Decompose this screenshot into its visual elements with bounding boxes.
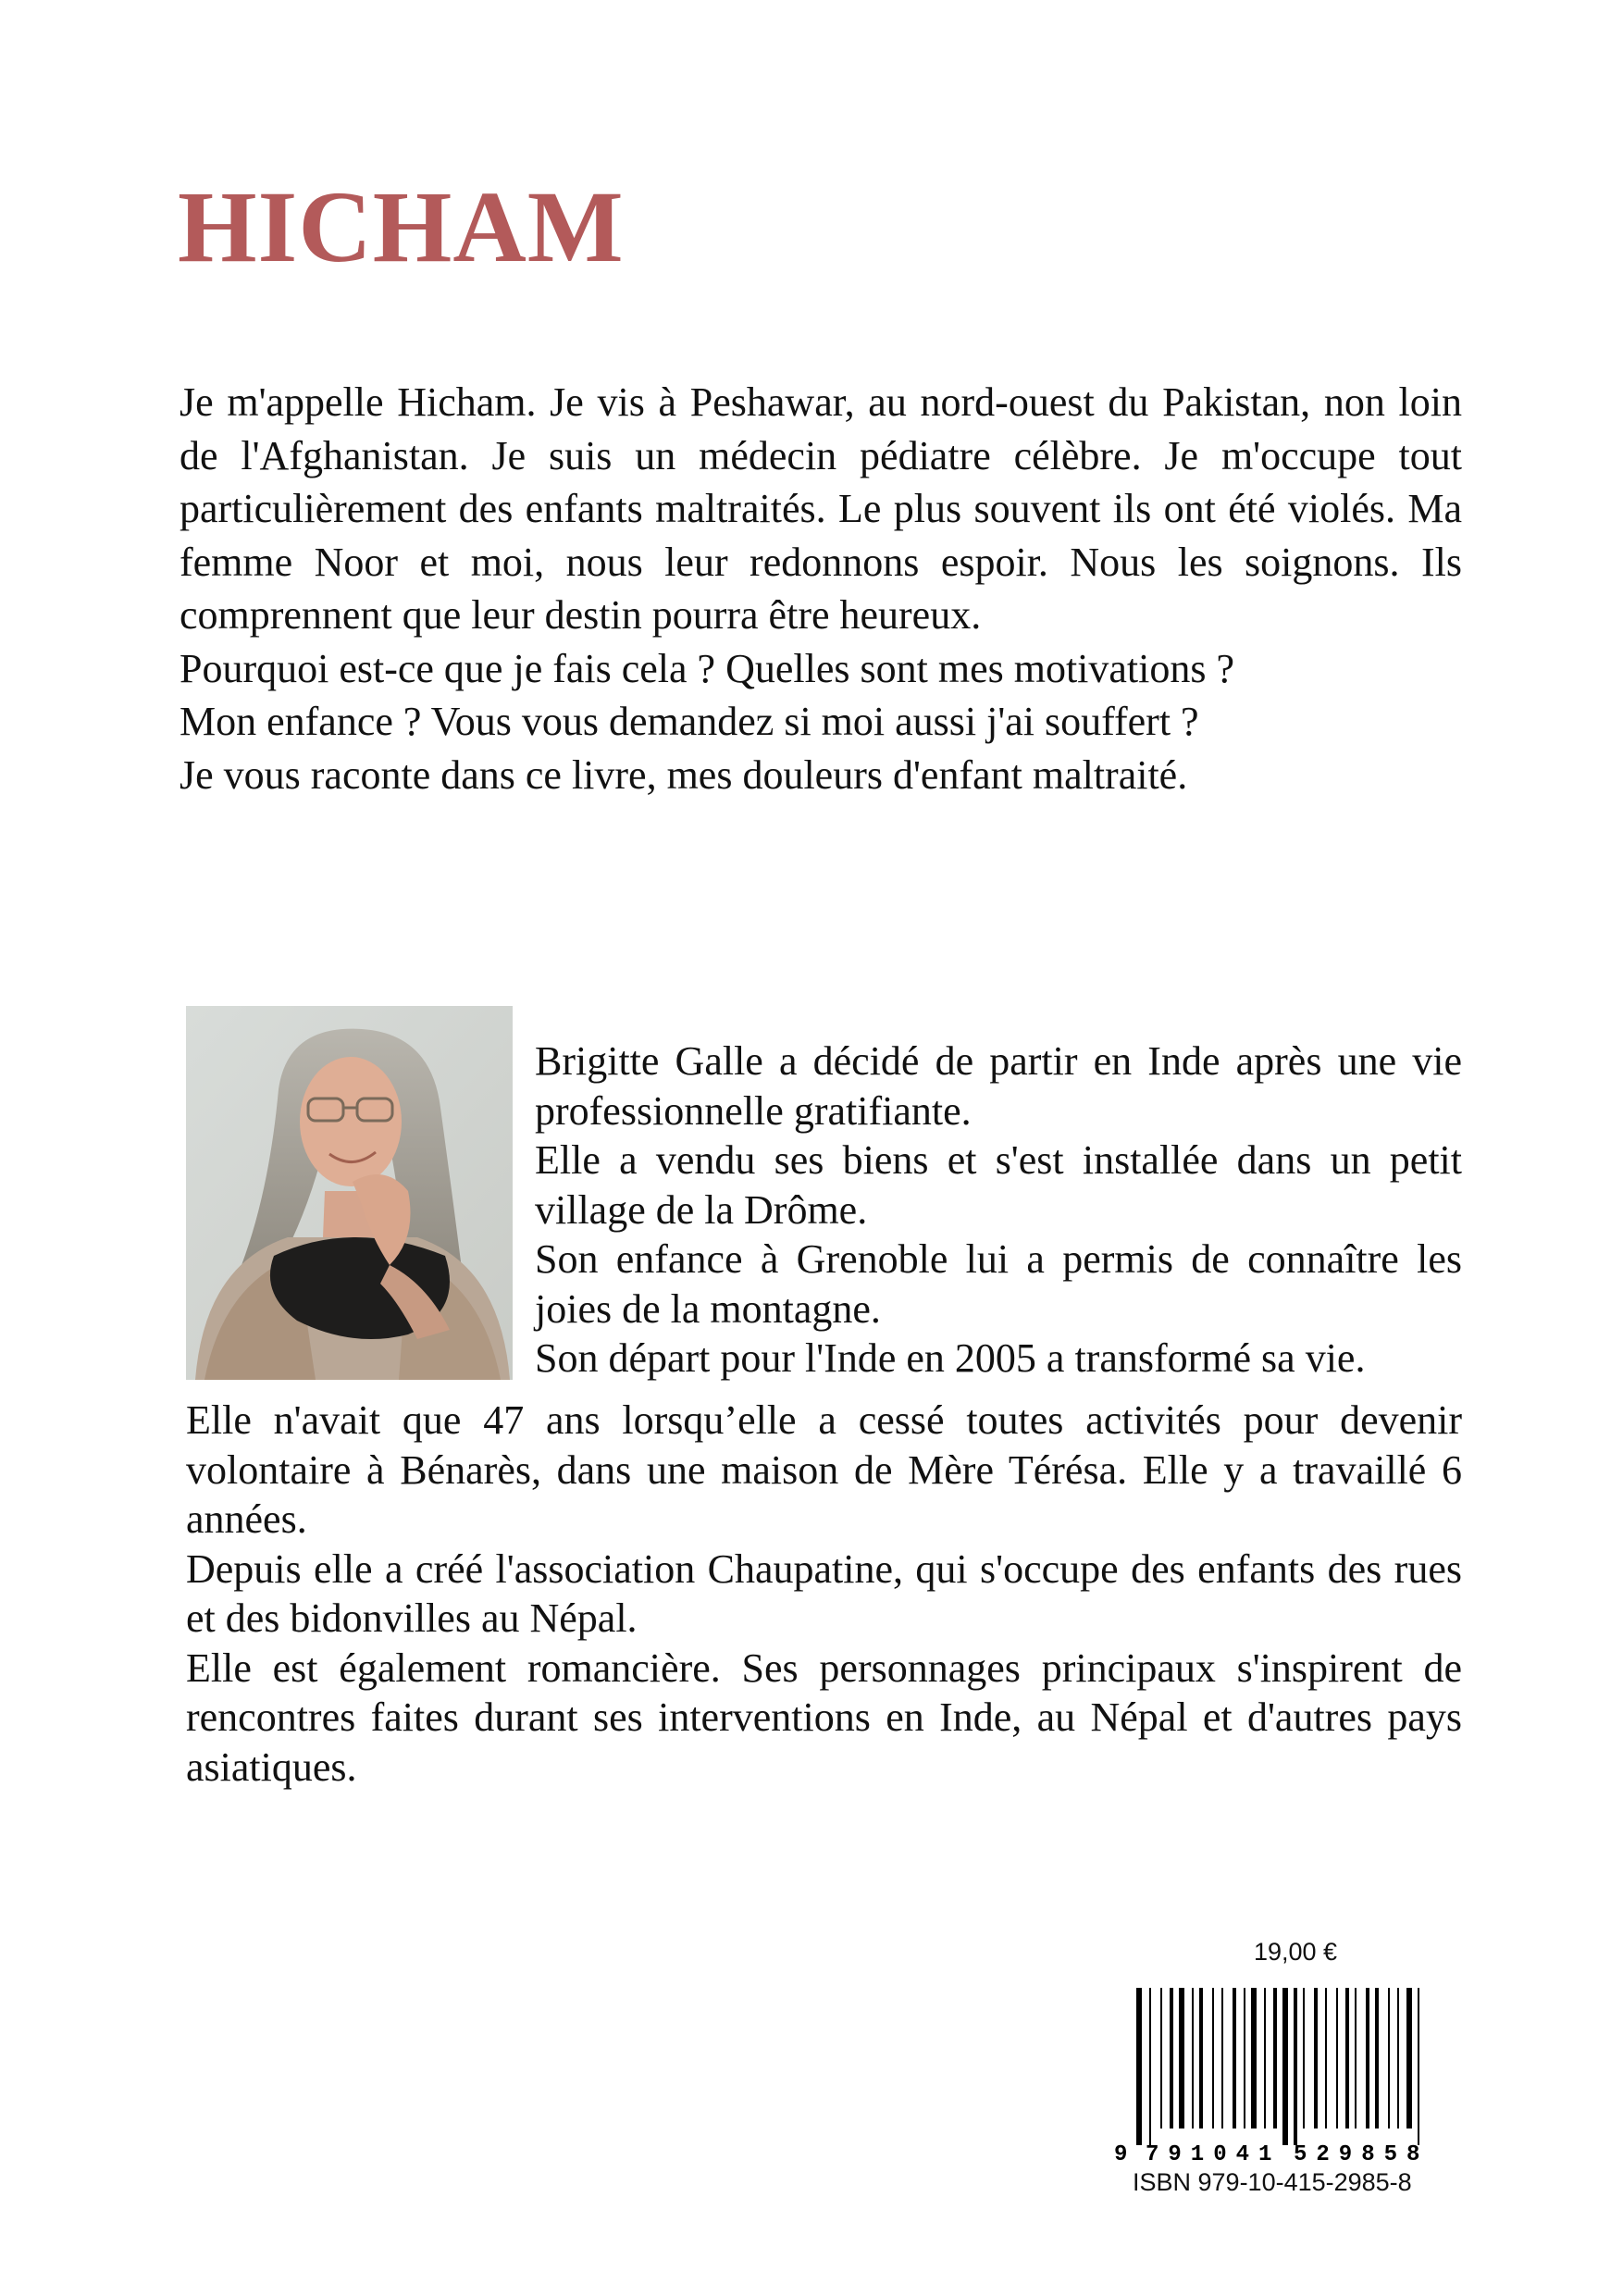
author-photo <box>186 1006 513 1380</box>
barcode-bar <box>1355 1988 1357 2128</box>
barcode-bar <box>1282 1988 1288 2145</box>
barcode-bar <box>1375 1988 1379 2128</box>
barcode-bar <box>1160 1988 1162 2128</box>
barcode-bar <box>1251 1988 1257 2128</box>
bio-paragraph: Brigitte Galle a décidé de partir en Inde après une vie professionnelle gratifiante. <box>535 1038 1462 1134</box>
price-label: 19,00 € <box>1253 1938 1338 1966</box>
barcode <box>1109 1988 1460 2162</box>
barcode-bar <box>1388 1988 1390 2128</box>
barcode-digit-prefix: 9 <box>1114 2142 1128 2162</box>
barcode-bar <box>1325 1988 1327 2128</box>
barcode-bar <box>1336 1988 1338 2128</box>
bio-paragraph: Depuis elle a créé l'association Chaupatine, qui s'occupe des enfants des rues et des bidonvilles au Népal. <box>186 1545 1462 1641</box>
barcode-bar <box>1170 1988 1173 2128</box>
barcode-bar <box>1149 1988 1151 2145</box>
book-title: HICHAM <box>178 170 625 283</box>
bio-paragraph: Elle a vendu ses biens et s'est installée dans un petit village de la Drôme. <box>535 1137 1462 1233</box>
barcode-bar <box>1221 1988 1223 2128</box>
bio-paragraph: Elle est également romancière. Ses personnages principaux s'inspirent de rencontres faites durant ses interventions en Inde, au Népal et d'autres pays asiatiques. <box>186 1644 1462 1790</box>
barcode-bar <box>1397 1988 1399 2128</box>
barcode-digits-left: 791041 <box>1146 2142 1282 2162</box>
author-bio-intro <box>535 1036 1462 1384</box>
barcode-bar <box>1233 1988 1236 2128</box>
barcode-bar <box>1366 1988 1369 2128</box>
barcode-bar <box>1244 1988 1245 2128</box>
barcode-bar <box>1273 1988 1277 2128</box>
blurb-paragraph: Je vous raconte dans ce livre, mes douleurs d'enfant maltraité. <box>180 751 1188 798</box>
blurb-paragraph: Mon enfance ? Vous vous demandez si moi aussi j'ai souffert ? <box>180 699 1199 744</box>
barcode-bar <box>1294 1988 1297 2145</box>
isbn-label: ISBN 979-10-415-2985-8 <box>1133 2168 1412 2196</box>
barcode-bar <box>1192 1988 1194 2128</box>
blurb-paragraph: Pourquoi est-ce que je fais cela ? Quelles sont mes motivations ? <box>180 645 1235 691</box>
bio-paragraph: Elle n'avait que 47 ans lorsqu’elle a cessé toutes activités pour devenir volontaire à Bénarès, dans une maison de Mère Térésa. Elle y a travaillé 6 années. <box>186 1397 1462 1542</box>
barcode-bar <box>1264 1988 1266 2128</box>
bio-paragraph: Son enfance à Grenoble lui a permis de connaître les joies de la montagne. <box>535 1236 1462 1332</box>
barcode-bar <box>1418 1988 1419 2145</box>
book-blurb <box>180 376 1462 801</box>
barcode-bar <box>1314 1988 1318 2128</box>
barcode-bar <box>1212 1988 1214 2128</box>
bio-paragraph: Son départ pour l'Inde en 2005 a transformé sa vie. <box>535 1335 1366 1381</box>
barcode-bar <box>1179 1988 1184 2128</box>
barcode-bar <box>1136 1988 1142 2145</box>
author-bio <box>186 1396 1462 1792</box>
barcode-bar <box>1345 1988 1349 2128</box>
barcode-bar <box>1303 1988 1305 2128</box>
barcode-bar <box>1406 1988 1412 2128</box>
barcode-digits-right: 529858 <box>1294 2142 1430 2162</box>
blurb-paragraph: Je m'appelle Hicham. Je vis à Peshawar, au nord-ouest du Pakistan, non loin de l'Afghanistan. Je suis un médecin pédiatre célèbre. Je m'occupe tout particulièrement des enfants maltraités. Le plus souvent ils ont été violés. Ma femme Noor et moi, nous leur redonnons espoir. Nous les soignons. Ils comprennent que leur destin pourra être heureux. <box>180 379 1462 638</box>
barcode-bar <box>1199 1988 1203 2128</box>
